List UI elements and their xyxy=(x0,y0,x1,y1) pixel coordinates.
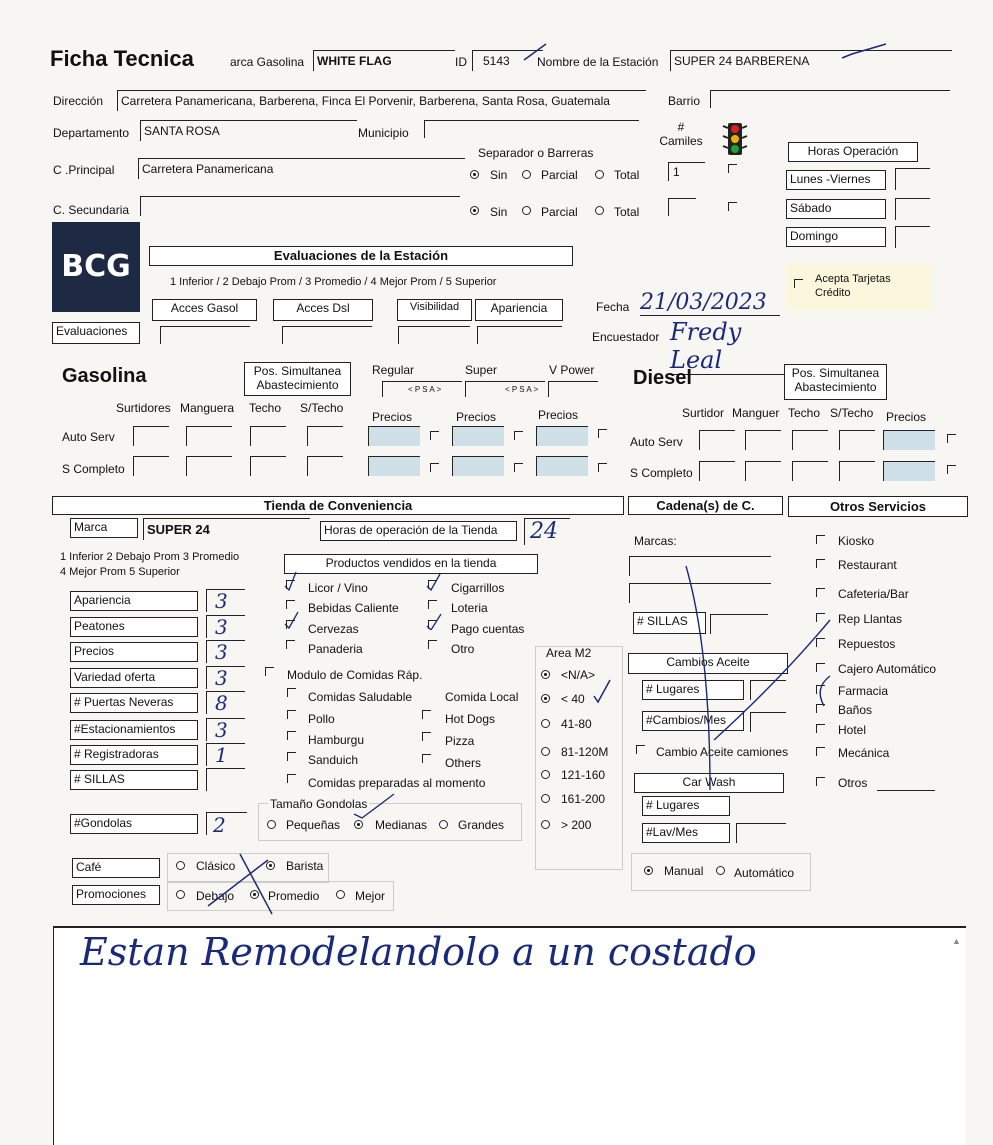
gas-auto-techo[interactable] xyxy=(250,426,286,446)
total-label-2: Total xyxy=(614,205,640,219)
saludable-label: Comidas Saludable xyxy=(308,690,413,704)
gas-auto-precio-regular[interactable] xyxy=(368,426,420,446)
total-label: Total xyxy=(614,168,640,182)
cambios-aceite-title: Cambios Aceite xyxy=(628,653,788,674)
preparadas-label: Comidas preparadas al momento xyxy=(308,776,486,790)
loteria-label: Loteria xyxy=(451,601,488,615)
gas-pos-simultanea: Pos. Simultanea Abastecimiento xyxy=(244,362,351,396)
diesel-sc-precio[interactable] xyxy=(883,461,935,481)
gas-auto-regular-checkbox[interactable] xyxy=(430,431,439,440)
promedio-label: Promedio xyxy=(268,889,320,903)
sin-label: Sin xyxy=(490,168,508,182)
gas-auto-precio-super[interactable] xyxy=(452,426,504,446)
lav-mes-label: #Lav/Mes xyxy=(642,823,730,843)
rating-field[interactable]: 3 xyxy=(206,589,245,612)
encuestador-field[interactable]: Fredy Leal xyxy=(670,318,795,375)
precios-vpower: Precios xyxy=(538,408,579,422)
cadena-sillas-label: # SILLAS xyxy=(633,612,706,634)
area-radio[interactable] xyxy=(541,670,550,679)
brand-field[interactable]: WHITE FLAG xyxy=(313,50,455,71)
acces-gasol-button[interactable]: Acces Gasol xyxy=(152,299,257,321)
diesel-stecho-header: S/Techo xyxy=(830,406,874,420)
hamburgu-checkbox[interactable] xyxy=(287,731,296,740)
id-label: ID xyxy=(455,55,467,69)
diesel-auto-serv-label: Auto Serv xyxy=(630,435,683,449)
parcial-label: Parcial xyxy=(541,168,578,182)
area-option-label: 161-200 xyxy=(561,792,606,806)
surtidor-header: Surtidor xyxy=(682,406,725,420)
otros-checkbox[interactable] xyxy=(816,613,825,622)
gas-auto-vpower-checkbox[interactable] xyxy=(598,429,607,438)
manguera-header: Manguera xyxy=(180,401,235,415)
others-checkbox[interactable] xyxy=(422,754,431,763)
medianas-radio[interactable] xyxy=(354,820,363,829)
sabado-label: Sábado xyxy=(786,199,886,219)
super-psa-label: < P S A > xyxy=(505,385,539,394)
gas-sc-precio-vpower[interactable] xyxy=(536,456,588,476)
otros-label: Kiosko xyxy=(838,534,875,548)
cadena-title: Cadena(s) de C. xyxy=(628,496,783,515)
regular-label: Regular xyxy=(372,363,415,377)
acces-gasol-field[interactable] xyxy=(160,326,250,344)
otros-checkbox[interactable] xyxy=(816,777,825,786)
vpower-label: V Power xyxy=(549,363,595,377)
hotdogs-label: Hot Dogs xyxy=(445,712,496,726)
diesel-auto-techo[interactable] xyxy=(792,430,828,450)
area-option-label: <N/A> xyxy=(561,668,596,682)
sanduich-label: Sanduich xyxy=(308,753,359,767)
c-secundaria-label: C. Secundaria xyxy=(53,203,130,217)
gasolina-title: Gasolina xyxy=(62,365,147,387)
gas-auto-serv-label: Auto Serv xyxy=(62,430,115,444)
gas-sc-stecho[interactable] xyxy=(307,456,343,476)
barista-label: Barista xyxy=(286,859,324,873)
total-radio-2[interactable] xyxy=(595,206,604,215)
otros-line xyxy=(877,790,935,791)
rating-label: Apariencia xyxy=(70,591,198,611)
apariencia-field[interactable] xyxy=(477,326,562,344)
lugares-label: # Lugares xyxy=(642,680,744,700)
area-option-label: > 200 xyxy=(561,818,592,832)
pizza-label: Pizza xyxy=(445,734,475,748)
traffic-light-icon xyxy=(722,122,748,156)
tienda-scale-1: 1 Inferior 2 Debajo Prom 3 Promedio xyxy=(60,551,240,563)
area-radio[interactable] xyxy=(541,770,550,779)
diesel-s-completo-label: S Completo xyxy=(630,466,693,480)
tamano-title: Tamaño Gondolas xyxy=(270,797,368,811)
licor-label: Licor / Vino xyxy=(308,581,368,595)
camiles-field-2[interactable] xyxy=(668,198,696,216)
sanduich-checkbox[interactable] xyxy=(287,752,296,761)
camiles-checkbox[interactable] xyxy=(728,164,737,173)
modulo-label: Modulo de Comidas Ráp. xyxy=(287,668,423,682)
area-radio[interactable] xyxy=(541,820,550,829)
otros-checkbox[interactable] xyxy=(816,535,825,544)
debajo-radio[interactable] xyxy=(176,890,185,899)
otro-label: Otro xyxy=(451,642,475,656)
area-radio[interactable] xyxy=(541,794,550,803)
otros-label: Cajero Automático xyxy=(838,662,937,676)
acces-dsl-button[interactable]: Acces Dsl xyxy=(273,299,373,321)
check-mark-icon xyxy=(840,40,890,64)
check-mark-icon xyxy=(590,678,614,706)
camiones-label: Cambio Aceite camiones xyxy=(656,745,789,759)
precios-super: Precios xyxy=(456,410,497,424)
rating-label: #Estacionamientos xyxy=(70,720,198,740)
diesel-sc-manguer[interactable] xyxy=(745,461,781,481)
separador-title: Separador o Barreras xyxy=(478,146,594,160)
clasico-radio[interactable] xyxy=(176,861,185,870)
precios-regular: Precios xyxy=(372,410,413,424)
direccion-field[interactable]: Carretera Panamericana, Barberena, Finca El Porvenir, Barberena, Santa Rosa, Guatemala xyxy=(117,90,646,111)
visibilidad-field[interactable] xyxy=(398,326,470,344)
domingo-field[interactable] xyxy=(895,226,930,248)
area-radio[interactable] xyxy=(541,719,550,728)
rating-label: Precios xyxy=(70,642,198,662)
mejor-radio[interactable] xyxy=(336,890,345,899)
check-mark-icon xyxy=(350,790,400,820)
panaderia-label: Panaderia xyxy=(308,642,363,656)
surtidores-header: Surtidores xyxy=(116,401,171,415)
barrio-label: Barrio xyxy=(668,94,701,108)
medianas-label: Medianas xyxy=(375,818,428,832)
gas-auto-surtidores[interactable] xyxy=(133,426,169,446)
bcg-logo: BCG xyxy=(52,222,140,312)
tienda-title: Tienda de Conveniencia xyxy=(52,496,624,515)
diesel-auto-stecho[interactable] xyxy=(839,430,875,450)
diesel-auto-manguer[interactable] xyxy=(745,430,781,450)
grandes-label: Grandes xyxy=(458,818,505,832)
lunes-viernes-label: Lunes -Viernes xyxy=(786,170,886,190)
diesel-sc-surtidor[interactable] xyxy=(699,461,735,481)
rating-field[interactable]: 8 xyxy=(206,691,245,714)
gas-sc-super-checkbox[interactable] xyxy=(514,463,523,472)
rating-field[interactable] xyxy=(206,768,245,791)
camiles-field[interactable]: 1 xyxy=(668,162,705,181)
gondolas-field[interactable]: 2 xyxy=(206,812,247,835)
lunes-viernes-field[interactable] xyxy=(895,168,930,190)
gas-auto-manguera[interactable] xyxy=(186,426,232,446)
marca-field[interactable]: SUPER 24 xyxy=(143,518,310,540)
fecha-label: Fecha xyxy=(596,300,630,314)
id-field[interactable]: 5143 xyxy=(472,50,543,71)
pollo-label: Pollo xyxy=(308,712,335,726)
techo-header: Techo xyxy=(249,401,282,415)
scroll-up-icon[interactable]: ▲ xyxy=(952,936,961,946)
camiles-label: # Camiles xyxy=(659,120,703,148)
bebidas-label: Bebidas Caliente xyxy=(308,601,399,615)
otros-label: Mecánica xyxy=(838,746,890,760)
gas-auto-precio-vpower[interactable] xyxy=(536,426,588,446)
rating-label: # Registradoras xyxy=(70,745,198,765)
diesel-title: Diesel xyxy=(633,367,692,389)
camiles-checkbox-2[interactable] xyxy=(728,202,737,211)
station-label: Nombre de la Estación xyxy=(537,55,659,69)
c-principal-field[interactable]: Carretera Panamericana xyxy=(138,158,465,179)
check-mark-icon xyxy=(282,570,302,630)
gas-sc-precio-regular[interactable] xyxy=(368,456,420,476)
otros-label: Otros xyxy=(838,776,868,790)
otros-checkbox[interactable] xyxy=(816,724,825,733)
acces-dsl-field[interactable] xyxy=(282,326,372,344)
hamburgu-label: Hamburgu xyxy=(308,733,365,747)
gas-sc-surtidores[interactable] xyxy=(133,456,169,476)
diesel-precios-header: Precios xyxy=(886,410,927,424)
fecha-field[interactable]: 21/03/2023 xyxy=(640,290,780,316)
municipio-field[interactable] xyxy=(424,120,639,138)
rating-field[interactable]: 3 xyxy=(206,666,245,689)
rating-label: # SILLAS xyxy=(70,770,198,790)
diesel-sc-techo[interactable] xyxy=(792,461,828,481)
diesel-auto-surtidor[interactable] xyxy=(699,430,735,450)
rating-label: Variedad oferta xyxy=(70,668,198,688)
clasico-label: Clásico xyxy=(196,859,236,873)
comida-local-label: Comida Local xyxy=(445,690,519,704)
municipio-label: Municipio xyxy=(358,126,409,140)
regular-psa-label: < P S A > xyxy=(408,385,442,394)
modulo-checkbox[interactable] xyxy=(265,667,274,676)
manual-label: Manual xyxy=(664,864,704,878)
otros-label: Restaurant xyxy=(838,558,897,572)
diesel-auto-precio[interactable] xyxy=(883,430,935,450)
form-title: Ficha Tecnica xyxy=(50,46,194,71)
gas-auto-super-checkbox[interactable] xyxy=(514,431,523,440)
total-radio[interactable] xyxy=(595,170,604,179)
cambios-mes-label: #Cambios/Mes xyxy=(642,711,744,731)
gas-s-completo-label: S Completo xyxy=(62,462,125,476)
pago-cuentas-label: Pago cuentas xyxy=(451,622,525,636)
rating-field[interactable]: 3 xyxy=(206,718,245,741)
debajo-label: Debajo xyxy=(196,889,235,903)
tienda-scale-2: 4 Mejor Prom 5 Superior xyxy=(60,566,180,578)
cigarrillos-label: Cigarrillos xyxy=(451,581,505,595)
check-mark-icon xyxy=(520,40,550,64)
evaluaciones-title: Evaluaciones de la Estación xyxy=(149,246,573,266)
direccion-label: Dirección xyxy=(53,94,104,108)
otros-checkbox[interactable] xyxy=(816,638,825,647)
area-option-label: < 40 xyxy=(561,692,585,706)
pizza-checkbox[interactable] xyxy=(422,732,431,741)
productos-title: Productos vendidos en la tienda xyxy=(284,554,538,574)
otros-label: Repuestos xyxy=(838,637,896,651)
mejor-label: Mejor xyxy=(355,889,386,903)
area-option-label: 41-80 xyxy=(561,717,592,731)
automatico-radio[interactable] xyxy=(716,866,725,875)
station-field[interactable]: SUPER 24 BARBERENA xyxy=(670,50,952,71)
rating-field[interactable]: 3 xyxy=(206,640,245,663)
cervezas-label: Cervezas xyxy=(308,622,359,636)
rating-label: # Puertas Neveras xyxy=(70,693,198,713)
otros-label: Farmacia xyxy=(838,684,889,698)
camiones-checkbox[interactable] xyxy=(636,745,645,754)
pollo-checkbox[interactable] xyxy=(287,710,296,719)
diesel-techo-header: Techo xyxy=(788,406,821,420)
otros-checkbox[interactable] xyxy=(816,588,825,597)
otros-label: Hotel xyxy=(838,723,867,737)
area-radio[interactable] xyxy=(541,747,550,756)
super-label: Super xyxy=(465,363,498,377)
diesel-auto-checkbox[interactable] xyxy=(947,434,956,443)
sin-label-2: Sin xyxy=(490,205,508,219)
automatico-label: Automático xyxy=(734,866,795,880)
cross-mark-icon xyxy=(200,850,290,920)
rating-field[interactable]: 3 xyxy=(206,615,245,638)
departamento-label: Departamento xyxy=(53,126,130,140)
encuestador-label: Encuestador xyxy=(592,330,660,344)
gas-sc-manguera[interactable] xyxy=(186,456,232,476)
car-wash-title: Car Wash xyxy=(634,773,784,793)
marcas-label: Marcas: xyxy=(634,534,677,548)
gas-auto-stecho[interactable] xyxy=(307,426,343,446)
diesel-sc-stecho[interactable] xyxy=(839,461,875,481)
parcial-radio[interactable] xyxy=(522,170,531,179)
gondolas-label: #Gondolas xyxy=(70,814,198,834)
visibilidad-button[interactable]: Visibilidad xyxy=(397,299,472,321)
saludable-checkbox[interactable] xyxy=(287,688,296,697)
tarjetas-label: Acepta Tarjetas Crédito xyxy=(815,273,891,299)
grandes-radio[interactable] xyxy=(439,820,448,829)
eval-scale: 1 Inferior / 2 Debajo Prom / 3 Promedio / 4 Mejor Prom / 5 Superior xyxy=(170,276,497,288)
gas-sc-precio-super[interactable] xyxy=(452,456,504,476)
gas-sc-techo[interactable] xyxy=(250,456,286,476)
evaluaciones-label: Evaluaciones xyxy=(52,322,140,344)
area-option-label: 81-120M xyxy=(561,745,609,759)
rating-label: Peatones xyxy=(70,617,198,637)
preparadas-checkbox[interactable] xyxy=(287,774,296,783)
brand-label: arca Gasolina xyxy=(230,55,305,69)
marca-label: Marca xyxy=(70,518,138,538)
otro-checkbox[interactable] xyxy=(428,640,437,649)
otros-label: Rep Llantas xyxy=(838,612,903,626)
tarjetas-checkbox[interactable] xyxy=(794,279,803,288)
hotdogs-checkbox[interactable] xyxy=(422,710,431,719)
lugares-2-label: # Lugares xyxy=(642,796,730,816)
domingo-label: Domingo xyxy=(786,227,886,247)
manguer-header: Manguer xyxy=(732,406,780,420)
area-option-label: 121-160 xyxy=(561,768,606,782)
otros-servicios-title: Otros Servicios xyxy=(788,496,968,517)
check-mark-icon xyxy=(810,670,838,710)
others-label: Others xyxy=(445,756,482,770)
area-title: Area M2 xyxy=(546,646,592,660)
diesel-pos-simultanea: Pos. Simultanea Abastecimiento xyxy=(784,364,887,400)
pequenas-radio[interactable] xyxy=(267,820,276,829)
area-radio[interactable] xyxy=(541,694,550,703)
barrio-field[interactable] xyxy=(710,90,950,108)
gas-sc-vpower-checkbox[interactable] xyxy=(598,463,607,472)
lav-mes-field[interactable] xyxy=(736,823,786,843)
apariencia-button[interactable]: Apariencia xyxy=(475,299,563,321)
notes-text: Estan Remodelandolo a un costado xyxy=(80,930,757,974)
horas-tienda-label: Horas de operación de la Tienda xyxy=(320,521,517,541)
stecho-header: S/Techo xyxy=(300,401,344,415)
rating-field[interactable]: 1 xyxy=(206,743,245,766)
diesel-sc-checkbox[interactable] xyxy=(947,465,956,474)
sabado-field[interactable] xyxy=(895,198,930,220)
sin-radio[interactable] xyxy=(470,170,479,179)
manual-radio[interactable] xyxy=(644,866,653,875)
horas-tienda-field[interactable]: 24 xyxy=(524,518,570,545)
otros-label: Baños xyxy=(838,703,873,717)
horas-operacion-title: Horas Operación xyxy=(788,142,918,162)
promociones-label: Promociones xyxy=(72,885,160,905)
cafe-label: Café xyxy=(72,858,160,878)
otros-checkbox[interactable] xyxy=(816,559,825,568)
pequenas-label: Pequeñas xyxy=(286,818,341,832)
parcial-radio-2[interactable] xyxy=(522,206,531,215)
otros-checkbox[interactable] xyxy=(816,747,825,756)
otros-label: Cafeteria/Bar xyxy=(838,587,909,601)
c-secundaria-field[interactable] xyxy=(140,196,460,216)
parcial-label-2: Parcial xyxy=(541,205,578,219)
panaderia-checkbox[interactable] xyxy=(286,640,295,649)
sin-radio-2[interactable] xyxy=(470,206,479,215)
gas-sc-regular-checkbox[interactable] xyxy=(430,463,439,472)
c-principal-label: C .Principal xyxy=(53,163,115,177)
departamento-field[interactable]: SANTA ROSA xyxy=(140,120,357,141)
vpower-psa[interactable] xyxy=(548,381,598,397)
check-mark-icon xyxy=(424,570,446,630)
